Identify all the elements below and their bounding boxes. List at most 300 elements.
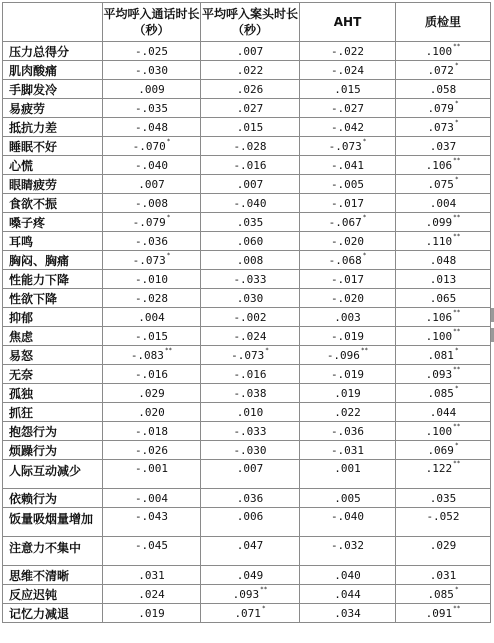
table-row <box>3 61 491 80</box>
significance-mark: ** <box>453 327 461 335</box>
cell-value: -.017 <box>330 272 365 286</box>
cell-value: .009 <box>138 82 165 96</box>
cell-value: .026 <box>236 82 264 96</box>
header-corner <box>3 3 103 42</box>
table-cell <box>300 604 396 623</box>
cell-value: .085 <box>427 386 454 400</box>
table-cell <box>396 194 491 213</box>
table-cell <box>201 156 300 175</box>
table-cell <box>201 99 300 118</box>
table-cell <box>103 566 201 585</box>
cell-value: .019 <box>138 606 165 620</box>
table-cell <box>103 232 201 251</box>
significance-mark: * <box>166 251 171 259</box>
table-cell <box>103 289 201 308</box>
table-cell <box>396 61 491 80</box>
cell-value: .020 <box>138 405 165 419</box>
table-cell <box>396 460 491 489</box>
table-cell <box>300 537 396 566</box>
cell-value: .029 <box>429 539 457 552</box>
table-row <box>3 460 491 489</box>
cell-value: -.018 <box>134 424 169 438</box>
table-cell <box>201 346 300 365</box>
table-cell <box>396 508 491 537</box>
cell-value: -.045 <box>134 539 169 552</box>
significance-mark: ** <box>164 346 173 354</box>
table-cell <box>300 213 396 232</box>
cell-value: -.068 <box>328 253 362 267</box>
row-label: 人际互动减少 <box>3 460 103 489</box>
table-cell <box>201 118 300 137</box>
table-cell <box>201 289 300 308</box>
cell-value: .029 <box>138 386 165 400</box>
table-cell <box>103 604 201 623</box>
cell-value: .044 <box>334 587 361 601</box>
cell-value: .075 <box>427 177 454 191</box>
table-row <box>3 270 491 289</box>
table-cell <box>103 384 201 403</box>
significance-mark: * <box>454 346 459 354</box>
cell-value: -.033 <box>233 424 267 438</box>
cell-value: .034 <box>334 606 361 620</box>
table-cell <box>103 175 201 194</box>
table-cell <box>396 156 491 175</box>
table-cell <box>300 251 396 270</box>
table-cell <box>103 251 201 270</box>
cell-value: -.020 <box>330 291 365 305</box>
cell-value: .122 <box>425 462 453 475</box>
significance-mark: * <box>454 175 459 183</box>
row-label: 抱怨行为 <box>3 422 103 441</box>
significance-mark: * <box>454 585 459 593</box>
cell-value: -.001 <box>134 462 169 475</box>
table-row <box>3 585 491 604</box>
table-cell <box>201 175 300 194</box>
cell-value: -.020 <box>330 234 365 248</box>
table-cell <box>300 289 396 308</box>
cell-value: -.008 <box>134 196 169 210</box>
cell-value: -.019 <box>330 367 365 381</box>
cell-value: -.033 <box>233 272 267 286</box>
cell-value: .008 <box>236 253 264 267</box>
cell-value: -.019 <box>330 329 365 343</box>
significance-mark: ** <box>453 42 461 50</box>
row-label: 抵抗力差 <box>3 118 103 137</box>
cell-value: -.016 <box>134 367 169 381</box>
table-row <box>3 441 491 460</box>
cell-value: -.028 <box>134 291 169 305</box>
table-cell <box>103 489 201 508</box>
table-cell <box>300 42 396 61</box>
table-cell <box>300 156 396 175</box>
cell-value: .030 <box>236 291 264 305</box>
table-cell <box>103 308 201 327</box>
table-cell <box>396 80 491 99</box>
table-row <box>3 566 491 585</box>
table-cell <box>396 232 491 251</box>
table-cell <box>103 213 201 232</box>
table-cell <box>300 384 396 403</box>
table-cell <box>201 460 300 489</box>
table-row <box>3 175 491 194</box>
cell-value: .005 <box>334 491 361 505</box>
cell-value: .100 <box>425 44 453 58</box>
cell-value: -.040 <box>134 158 169 172</box>
cell-value: .072 <box>427 63 454 77</box>
row-label: 肌肉酸痛 <box>3 61 103 80</box>
table-cell <box>396 175 491 194</box>
cell-value: -.031 <box>330 443 365 457</box>
table-cell <box>396 327 491 346</box>
table-cell <box>300 585 396 604</box>
table-cell <box>201 566 300 585</box>
table-row <box>3 403 491 422</box>
table-row <box>3 508 491 537</box>
row-label: 抓狂 <box>3 403 103 422</box>
row-label: 焦虑 <box>3 327 103 346</box>
significance-mark: * <box>261 604 266 612</box>
table-cell <box>396 346 491 365</box>
cell-value: .065 <box>429 291 457 305</box>
table-cell <box>396 213 491 232</box>
table-cell <box>396 270 491 289</box>
cell-value: -.015 <box>134 329 169 343</box>
cell-value: .022 <box>236 63 264 77</box>
cell-value: .037 <box>429 139 457 153</box>
cell-value: .024 <box>138 587 165 601</box>
table-cell <box>103 137 201 156</box>
table-cell <box>201 194 300 213</box>
cell-value: .093 <box>232 587 260 601</box>
cell-value: .004 <box>429 196 457 210</box>
table-cell <box>396 384 491 403</box>
table-cell <box>201 537 300 566</box>
cell-value: .100 <box>425 329 453 343</box>
cell-value: -.042 <box>330 120 365 134</box>
table-row <box>3 346 491 365</box>
significance-mark: * <box>166 213 171 221</box>
table-cell <box>201 80 300 99</box>
header-desk-duration: 平均呼入案头时长（秒） <box>201 3 300 42</box>
significance-mark: * <box>454 384 459 392</box>
table-cell <box>300 441 396 460</box>
table-cell <box>396 441 491 460</box>
cell-value: -.073 <box>328 139 362 153</box>
table-cell <box>300 346 396 365</box>
table-cell <box>300 175 396 194</box>
row-label: 性欲下降 <box>3 289 103 308</box>
cell-value: -.030 <box>233 443 267 457</box>
table-cell <box>300 489 396 508</box>
row-label: 手脚发冷 <box>3 80 103 99</box>
table-cell <box>103 194 201 213</box>
cell-value: .007 <box>236 177 264 191</box>
cell-value: .006 <box>236 510 264 523</box>
cell-value: -.048 <box>134 120 169 134</box>
cell-value: .001 <box>334 462 361 475</box>
cell-value: -.022 <box>330 44 365 58</box>
table-cell <box>396 137 491 156</box>
table-row <box>3 604 491 623</box>
cell-value: .015 <box>236 120 264 134</box>
cell-value: .040 <box>334 568 361 582</box>
cell-value: .073 <box>427 120 454 134</box>
cell-value: .007 <box>236 462 264 475</box>
cell-value: -.040 <box>233 196 267 210</box>
table-cell <box>300 327 396 346</box>
cell-value: .100 <box>425 424 453 438</box>
row-label: 性能力下降 <box>3 270 103 289</box>
cell-value: -.038 <box>233 386 267 400</box>
table-row <box>3 489 491 508</box>
cell-value: .081 <box>427 348 454 362</box>
table-cell <box>103 42 201 61</box>
cell-value: .106 <box>425 158 453 172</box>
table-cell <box>300 137 396 156</box>
table-row <box>3 156 491 175</box>
table-cell <box>103 403 201 422</box>
table-cell <box>396 118 491 137</box>
header-call-duration: 平均呼入通话时长（秒） <box>103 3 201 42</box>
cell-value: -.005 <box>330 177 365 191</box>
row-label: 孤独 <box>3 384 103 403</box>
table-cell <box>300 403 396 422</box>
significance-mark: ** <box>360 346 369 354</box>
significance-mark: * <box>362 251 367 259</box>
table-row <box>3 327 491 346</box>
row-label: 眼睛疲劳 <box>3 175 103 194</box>
cell-value: .015 <box>334 82 361 96</box>
table-row <box>3 537 491 566</box>
significance-mark: * <box>454 441 459 449</box>
table-cell <box>300 232 396 251</box>
table-cell <box>201 61 300 80</box>
cell-value: .031 <box>429 568 457 582</box>
row-label: 记忆力减退 <box>3 604 103 623</box>
cell-value: .079 <box>427 101 454 115</box>
cell-value: .036 <box>236 491 264 505</box>
table-row <box>3 99 491 118</box>
table-row <box>3 289 491 308</box>
row-label: 睡眠不好 <box>3 137 103 156</box>
table-cell <box>103 422 201 441</box>
row-label: 烦躁行为 <box>3 441 103 460</box>
row-label: 饭量吸烟量增加 <box>3 508 103 537</box>
table-cell <box>201 384 300 403</box>
row-label: 反应迟钝 <box>3 585 103 604</box>
table-row <box>3 194 491 213</box>
row-label: 嗓子疼 <box>3 213 103 232</box>
significance-mark: ** <box>453 232 461 240</box>
cell-value: .035 <box>429 491 457 505</box>
significance-mark: * <box>454 99 459 107</box>
cell-value: .035 <box>236 215 264 229</box>
table-cell <box>103 365 201 384</box>
cell-value: -.040 <box>330 510 365 523</box>
cell-value: .106 <box>425 310 453 324</box>
row-label: 易疲劳 <box>3 99 103 118</box>
table-cell <box>201 232 300 251</box>
table-row <box>3 308 491 327</box>
significance-mark: ** <box>260 585 268 593</box>
table-cell <box>396 422 491 441</box>
table-cell <box>201 137 300 156</box>
row-label: 抑郁 <box>3 308 103 327</box>
row-label: 无奈 <box>3 365 103 384</box>
header-row <box>3 3 491 42</box>
row-label: 胸闷、胸痛 <box>3 251 103 270</box>
table-cell <box>103 346 201 365</box>
cell-value: -.024 <box>330 63 365 77</box>
significance-mark: * <box>166 137 171 145</box>
cell-value: -.096 <box>326 348 360 362</box>
table-cell <box>396 42 491 61</box>
significance-mark: ** <box>453 460 461 467</box>
table-cell <box>103 327 201 346</box>
table-cell <box>103 80 201 99</box>
cell-value: -.070 <box>132 139 166 153</box>
significance-mark: * <box>362 213 367 221</box>
cell-value: -.041 <box>330 158 365 172</box>
row-label: 易怒 <box>3 346 103 365</box>
table-cell <box>300 80 396 99</box>
cell-value: .048 <box>429 253 457 267</box>
table-cell <box>396 585 491 604</box>
cell-value: -.043 <box>134 510 169 523</box>
table-cell <box>201 508 300 537</box>
cell-value: -.030 <box>134 63 169 77</box>
cell-value: .003 <box>334 310 361 324</box>
table-row <box>3 422 491 441</box>
cell-value: -.004 <box>134 491 169 505</box>
significance-mark: ** <box>453 365 461 373</box>
cell-value: .091 <box>425 606 453 620</box>
cell-value: .058 <box>429 82 457 96</box>
cell-value: .004 <box>138 310 165 324</box>
significance-mark: * <box>454 61 459 69</box>
table-cell <box>201 327 300 346</box>
row-label: 压力总得分 <box>3 42 103 61</box>
row-label: 注意力不集中 <box>3 537 103 566</box>
table-cell <box>201 422 300 441</box>
cell-value: .060 <box>236 234 264 248</box>
table-cell <box>103 460 201 489</box>
cell-value: -.002 <box>233 310 267 324</box>
table-cell <box>300 194 396 213</box>
cell-value: .044 <box>429 405 457 419</box>
cell-value: -.024 <box>233 329 267 343</box>
table-body <box>3 42 491 623</box>
table-cell <box>103 441 201 460</box>
significance-mark: ** <box>453 308 461 316</box>
header-aht: AHT <box>300 3 396 42</box>
cell-value: -.026 <box>134 443 169 457</box>
significance-mark: ** <box>453 422 461 430</box>
cell-value: -.027 <box>330 101 365 115</box>
table-cell <box>300 422 396 441</box>
cell-value: .071 <box>234 606 261 620</box>
table-cell <box>103 99 201 118</box>
table-row <box>3 80 491 99</box>
cell-value: -.079 <box>132 215 166 229</box>
cell-value: -.073 <box>231 348 265 362</box>
cell-value: .019 <box>334 386 361 400</box>
table-row <box>3 118 491 137</box>
table-cell <box>201 308 300 327</box>
significance-mark: * <box>454 118 459 126</box>
cell-value: -.067 <box>328 215 362 229</box>
table-cell <box>201 403 300 422</box>
table-row <box>3 251 491 270</box>
table-cell <box>396 489 491 508</box>
table-cell <box>201 585 300 604</box>
table-cell <box>103 585 201 604</box>
cell-value: -.052 <box>426 510 460 523</box>
table-cell <box>103 156 201 175</box>
table-cell <box>396 99 491 118</box>
cell-value: -.028 <box>233 139 267 153</box>
row-label: 耳鸣 <box>3 232 103 251</box>
cell-value: -.017 <box>330 196 365 210</box>
table-cell <box>300 508 396 537</box>
cell-value: -.036 <box>134 234 169 248</box>
row-label: 依赖行为 <box>3 489 103 508</box>
table-cell <box>396 289 491 308</box>
cell-value: -.083 <box>130 348 164 362</box>
table-cell <box>396 308 491 327</box>
cell-value: .022 <box>334 405 361 419</box>
table-cell <box>201 441 300 460</box>
table-cell <box>201 489 300 508</box>
table-row <box>3 42 491 61</box>
table-cell <box>201 604 300 623</box>
table-cell <box>396 403 491 422</box>
cell-value: .099 <box>425 215 453 229</box>
table-cell <box>396 251 491 270</box>
table-cell <box>300 118 396 137</box>
table-cell <box>300 99 396 118</box>
cell-value: .093 <box>425 367 453 381</box>
table-cell <box>201 270 300 289</box>
table-cell <box>396 566 491 585</box>
table-cell <box>396 365 491 384</box>
table-cell <box>201 251 300 270</box>
significance-mark: * <box>362 137 367 145</box>
row-label: 心慌 <box>3 156 103 175</box>
cell-value: .069 <box>427 443 454 457</box>
significance-mark: ** <box>453 156 461 164</box>
table-row <box>3 365 491 384</box>
table-cell <box>300 61 396 80</box>
cell-value: -.016 <box>233 158 267 172</box>
cell-value: .013 <box>429 272 457 286</box>
cell-value: .031 <box>138 568 165 582</box>
cell-value: .010 <box>236 405 264 419</box>
table-cell <box>103 508 201 537</box>
header-quality: 质检里 <box>396 3 491 42</box>
table-cell <box>300 460 396 489</box>
cell-value: -.010 <box>134 272 169 286</box>
table-cell <box>300 270 396 289</box>
table-cell <box>103 118 201 137</box>
significance-mark: ** <box>453 604 461 612</box>
cell-value: -.073 <box>132 253 166 267</box>
table-cell <box>103 537 201 566</box>
cell-value: .047 <box>236 539 264 552</box>
row-label: 思维不清晰 <box>3 566 103 585</box>
correlation-table <box>2 2 491 623</box>
cell-value: -.032 <box>330 539 365 552</box>
